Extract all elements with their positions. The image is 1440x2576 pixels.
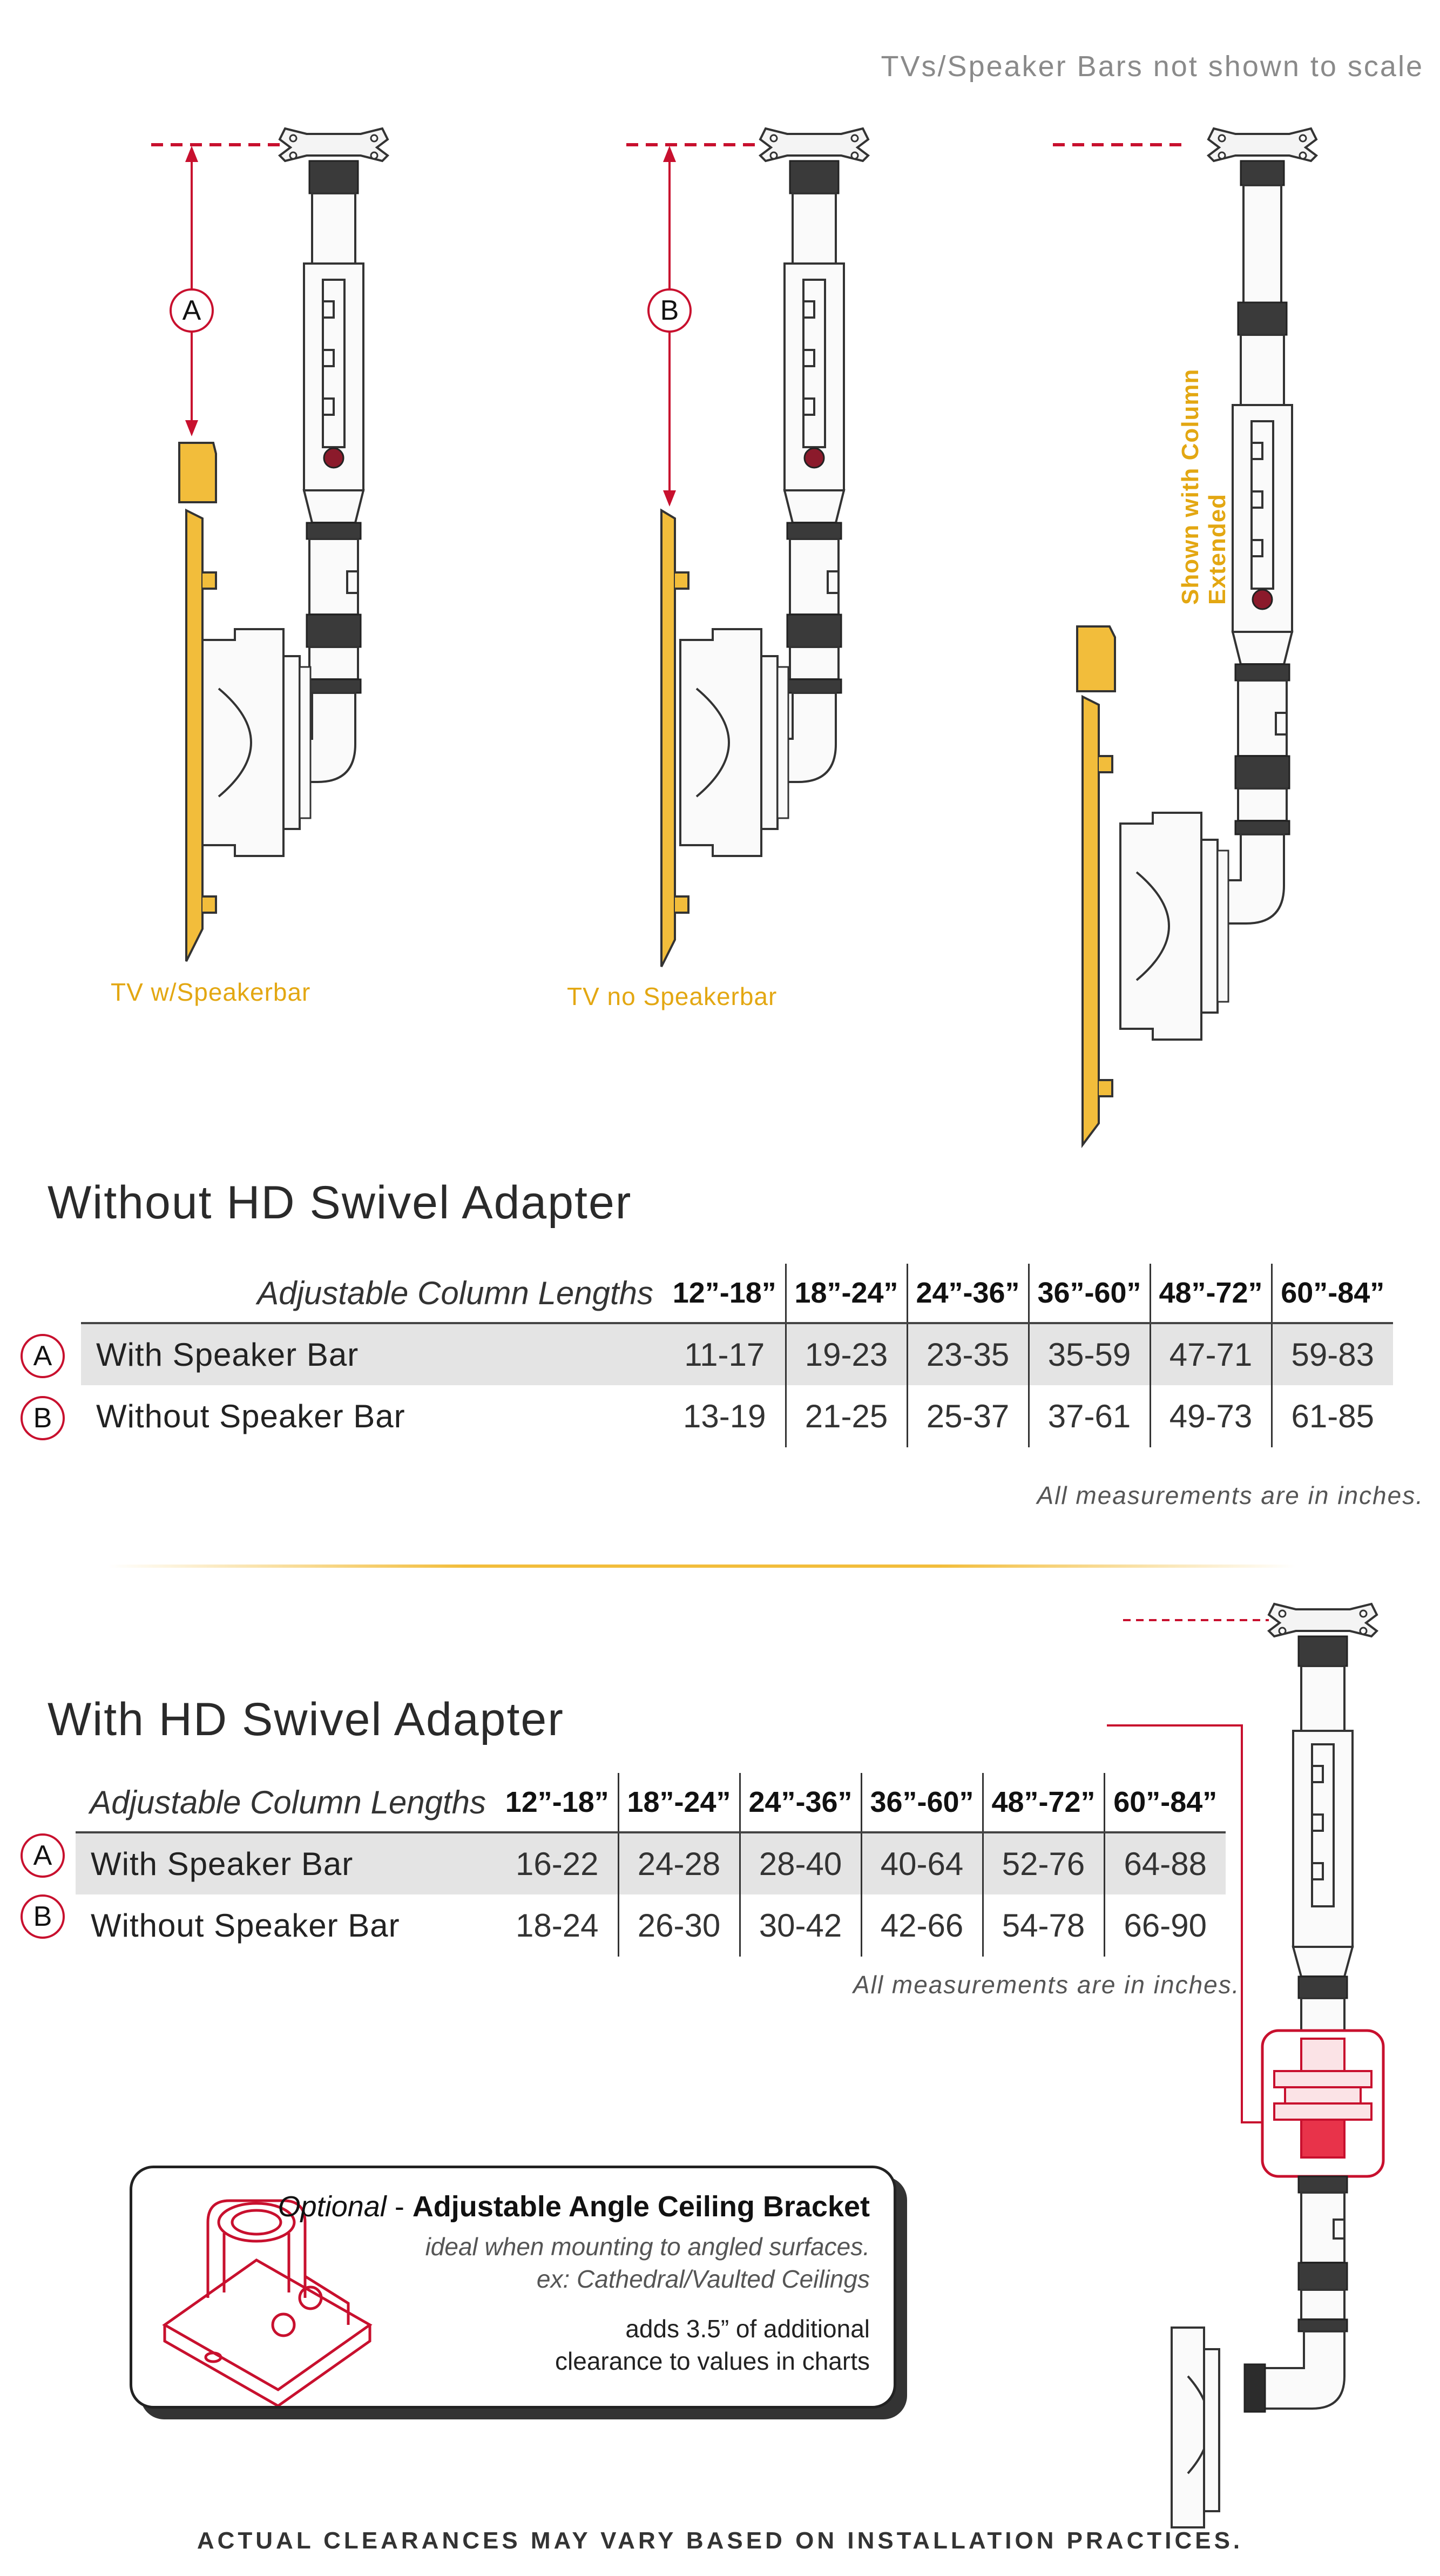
cell: 21-25 (786, 1385, 907, 1447)
row-label: With Speaker Bar (76, 1832, 497, 1894)
badge-a-with: A (21, 1833, 65, 1878)
cell: 11-17 (664, 1323, 786, 1385)
col-header: 60”-84” (1272, 1264, 1393, 1323)
optional-prefix: Optional (278, 2190, 387, 2223)
table-row (81, 1385, 1393, 1447)
caption-tv-with-speakerbar: TV w/Speakerbar (111, 978, 311, 1006)
optional-title: Optional - Adjustable Angle Ceiling Bracket (278, 2190, 870, 2223)
marker-a: A (170, 288, 214, 333)
footer-disclaimer: ACTUAL CLEARANCES MAY VARY BASED ON INSTALLATION PRACTICES. (197, 2527, 1243, 2554)
optional-add1: adds 3.5” of additional (625, 2315, 870, 2343)
table-without-adapter (81, 1264, 1393, 1447)
optional-product: Adjustable Angle Ceiling Bracket (412, 2190, 870, 2223)
cell: 64-88 (1104, 1832, 1226, 1894)
col-header: 12”-18” (664, 1264, 786, 1323)
col-header: 48”-72” (1150, 1264, 1272, 1323)
caption-column-extended: Shown with Column Extended (1177, 368, 1231, 605)
col-header: 18”-24” (786, 1264, 907, 1323)
cell: 19-23 (786, 1323, 907, 1385)
header-adjustable-lengths: Adjustable Column Lengths (76, 1773, 497, 1832)
table-with-adapter (76, 1773, 1226, 1957)
title-with-adapter: With HD Swivel Adapter (48, 1694, 564, 1745)
row-label: Without Speaker Bar (96, 1398, 405, 1434)
optional-bracket-box (130, 2166, 896, 2409)
table-row (76, 1894, 1226, 1957)
cell: 42-66 (861, 1894, 983, 1957)
marker-b: B (647, 288, 692, 333)
cell: 23-35 (907, 1323, 1029, 1385)
cell: 24-28 (618, 1832, 740, 1894)
table-row (81, 1323, 1393, 1385)
cell: 30-42 (740, 1894, 861, 1957)
cell: 59-83 (1272, 1323, 1393, 1385)
col-header: 24”-36” (907, 1264, 1029, 1323)
row-label: Without Speaker Bar (91, 1907, 400, 1944)
cell: 18-24 (516, 1907, 599, 1944)
cell: 66-90 (1104, 1894, 1226, 1957)
col-header: 18”-24” (618, 1773, 740, 1832)
adapter-diagram (1107, 1582, 1431, 2533)
col-header: 48”-72” (983, 1773, 1104, 1832)
cell: 40-64 (861, 1832, 983, 1894)
badge-b-with: B (21, 1894, 65, 1939)
measurement-note-2: All measurements are in inches. (853, 1971, 1240, 1999)
col-header: 36”-60” (861, 1773, 983, 1832)
header-adjustable-lengths: Adjustable Column Lengths (81, 1264, 664, 1323)
table-row (76, 1832, 1226, 1894)
cell: 47-71 (1150, 1323, 1272, 1385)
cell: 49-73 (1150, 1385, 1272, 1447)
scale-note: TVs/Speaker Bars not shown to scale (881, 50, 1424, 83)
cell: 16-22 (497, 1832, 618, 1894)
cell: 28-40 (740, 1832, 861, 1894)
row-label: With Speaker Bar (81, 1323, 664, 1385)
cell: 37-61 (1029, 1385, 1150, 1447)
optional-add2: clearance to values in charts (555, 2347, 870, 2375)
measurement-note-1: All measurements are in inches. (1037, 1481, 1424, 1509)
cell: 26-30 (618, 1894, 740, 1957)
cell: 54-78 (983, 1894, 1104, 1957)
col-header: 24”-36” (740, 1773, 861, 1832)
col-header: 60”-84” (1104, 1773, 1226, 1832)
title-without-adapter: Without HD Swivel Adapter (48, 1177, 632, 1229)
col-header: 12”-18” (497, 1773, 618, 1832)
badge-b-without: B (21, 1396, 65, 1440)
cell: 13-19 (683, 1398, 766, 1434)
cell: 52-76 (983, 1832, 1104, 1894)
optional-sub2: ex: Cathedral/Vaulted Ceilings (536, 2265, 870, 2293)
cell: 61-85 (1272, 1385, 1393, 1447)
section-divider (108, 1565, 1296, 1568)
cell: 35-59 (1029, 1323, 1150, 1385)
optional-sub1: ideal when mounting to angled surfaces. (425, 2233, 870, 2261)
cell: 25-37 (907, 1385, 1029, 1447)
badge-a-without: A (21, 1334, 65, 1378)
caption-tv-no-speakerbar: TV no Speakerbar (567, 982, 778, 1010)
col-header: 36”-60” (1029, 1264, 1150, 1323)
